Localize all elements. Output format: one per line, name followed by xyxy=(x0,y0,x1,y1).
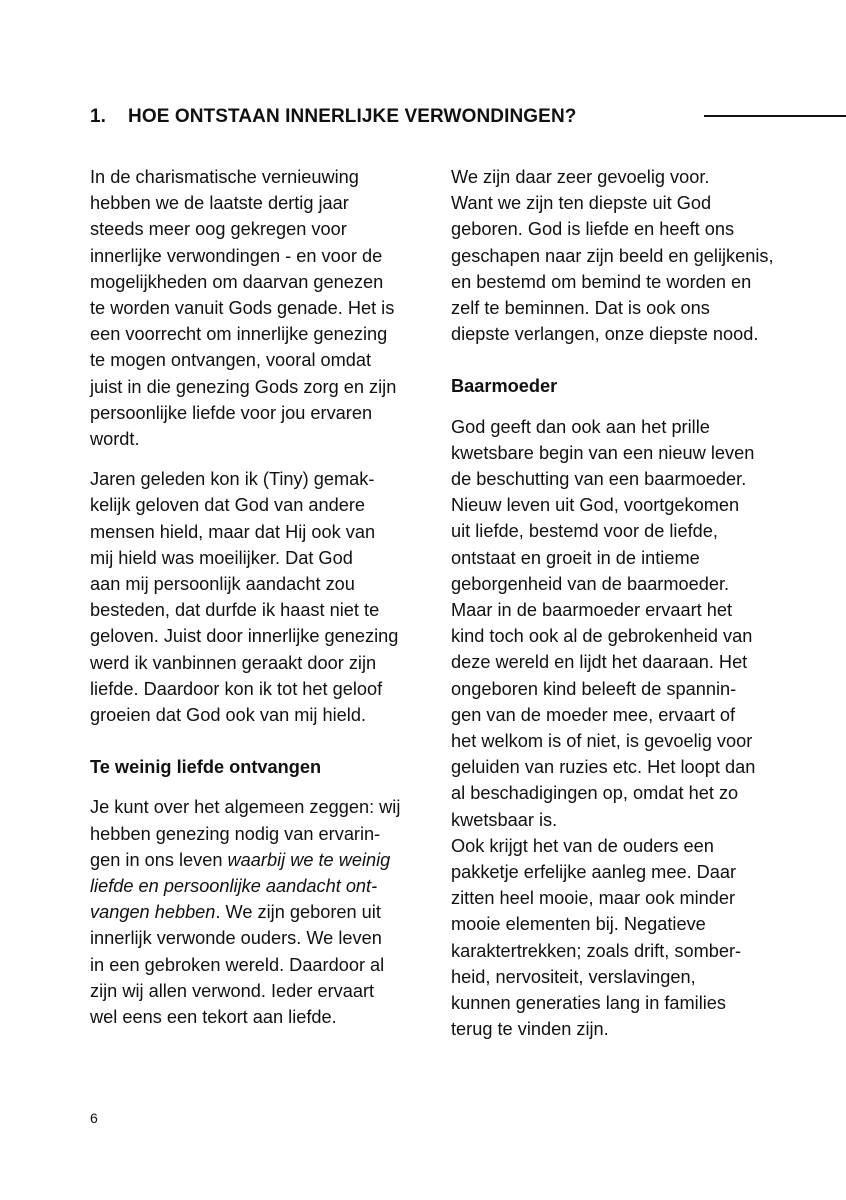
text-line: terug te vinden zijn. xyxy=(451,1019,609,1040)
text-line: God geeft dan ook aan het prille xyxy=(451,416,710,437)
text-line: We zijn daar zeer gevoelig voor. xyxy=(451,167,710,187)
text-line: karaktertrekken; zoals drift, somber- xyxy=(451,940,742,961)
text-line: aan mij persoonlijk aandacht zou xyxy=(90,574,355,595)
text-line: juist in die genezing Gods zorg en zijn xyxy=(90,376,397,397)
text-line: persoonlijke liefde voor jou ervaren xyxy=(90,402,373,423)
text-line: innerlijk verwonde ouders. We leven xyxy=(90,928,382,949)
text-line: liefde. Daardoor kon ik tot het geloof xyxy=(90,678,383,699)
text-line: geschapen naar zijn beeld en gelijkenis, xyxy=(451,245,774,266)
text-line: pakketje erfelijke aanleg mee. Daar xyxy=(451,862,737,883)
italic-run: waarbij we te weinig xyxy=(227,849,391,870)
text-line: geloven. Juist door innerlijke genezing xyxy=(90,626,399,647)
paragraph-baarmoeder xyxy=(451,414,796,1043)
text-line: kwetsbaar is. xyxy=(451,809,558,830)
text-line: deze wereld en lijdt het daaraan. Het xyxy=(451,652,748,673)
page-number: 6 xyxy=(90,1110,98,1126)
chapter-title: HOE ONTSTAAN INNERLIJKE VERWONDINGEN? xyxy=(128,106,577,127)
text-line: groeien dat God ook van mij hield. xyxy=(90,705,367,726)
text-line: te worden vanuit Gods genade. Het is xyxy=(90,298,395,319)
text-line: kwetsbare begin van een nieuw leven xyxy=(451,442,755,463)
text-line: de beschutting van een baarmoeder. xyxy=(451,469,747,490)
text-line: zelf te beminnen. Dat is ook ons xyxy=(451,298,710,319)
text-line: in een gebroken wereld. Daardoor al xyxy=(90,954,385,975)
text-line: uit liefde, bestemd voor de liefde, xyxy=(451,521,718,542)
text-line: kunnen generaties lang in families xyxy=(451,993,727,1014)
italic-run: vangen hebben xyxy=(90,902,216,923)
text-line: liefde en persoonlijke aandacht ont- xyxy=(90,876,378,897)
left-column xyxy=(90,164,425,1044)
text-line: Want we zijn ten diepste uit God xyxy=(451,193,712,214)
text-line: het welkom is of niet, is gevoelig voor xyxy=(451,731,753,752)
text-line: ongeboren kind beleeft de spannin- xyxy=(451,678,737,699)
text-line: ontstaat en groeit in de intieme xyxy=(451,547,700,568)
text-line: zitten heel mooie, maar ook minder xyxy=(451,888,736,909)
text-line: Ook krijgt het van de ouders een xyxy=(451,835,714,856)
heading-rule xyxy=(704,115,846,117)
text-line: al beschadigingen op, omdat het zo xyxy=(451,783,739,804)
text-line: geboren. God is liefde en heeft ons xyxy=(451,219,735,240)
text-line: zijn wij allen verwond. Ieder ervaart xyxy=(90,980,375,1001)
text-line: gen van de moeder mee, ervaart of xyxy=(451,704,736,725)
text-line: hebben genezing nodig van ervarin- xyxy=(90,823,381,844)
text-line xyxy=(90,899,425,925)
text-line: een voorrecht om innerlijke genezing xyxy=(90,324,388,345)
text-line: mooie elementen bij. Negatieve xyxy=(451,914,706,935)
text-run: gen in ons leven xyxy=(90,849,228,870)
text-line: te mogen ontvangen, vooral omdat xyxy=(90,350,372,371)
text-line: mensen hield, maar dat Hij ook van xyxy=(90,521,376,542)
text-line: en bestemd om bemind te worden en xyxy=(451,271,752,292)
paragraph-intro xyxy=(90,164,425,452)
subheading-baarmoeder: Baarmoeder xyxy=(451,376,558,397)
text-line: mij hield was moeilijker. Dat God xyxy=(90,547,353,568)
text-line: heid, nervositeit, verslavingen, xyxy=(451,966,696,987)
text-line: innerlijke verwondingen - en voor de xyxy=(90,245,383,266)
text-run: . We zijn geboren uit xyxy=(215,902,381,923)
text-line: besteden, dat durfde ik haast niet te xyxy=(90,600,380,621)
text-line: hebben we de laatste dertig jaar xyxy=(90,193,349,214)
text-line: geluiden van ruzies etc. Het loopt dan xyxy=(451,757,756,778)
text-line xyxy=(90,847,425,873)
text-line: kind toch ook al de gebrokenheid van xyxy=(451,626,753,647)
text-line: Je kunt over het algemeen zeggen: wij xyxy=(90,797,401,818)
text-line: wordt. xyxy=(90,429,140,450)
chapter-heading xyxy=(90,102,780,132)
paragraph-gevoelig xyxy=(451,164,796,347)
paragraph-tiny xyxy=(90,466,425,728)
chapter-number: 1. xyxy=(90,106,106,127)
text-line: steeds meer oog gekregen voor xyxy=(90,219,347,240)
text-line: diepste verlangen, onze diepste nood. xyxy=(451,324,759,345)
text-line: Maar in de baarmoeder ervaart het xyxy=(451,600,733,621)
text-line: mogelijkheden om daarvan genezen xyxy=(90,271,384,292)
text-line: Nieuw leven uit God, voortgekomen xyxy=(451,495,740,516)
text-line: geborgenheid van de baarmoeder. xyxy=(451,573,730,594)
text-line: In de charismatische vernieuwing xyxy=(90,167,359,187)
right-column xyxy=(451,164,796,1057)
subheading-te-weinig-liefde: Te weinig liefde ontvangen xyxy=(90,757,322,778)
text-line: kelijk geloven dat God van andere xyxy=(90,495,366,516)
paragraph-te-weinig-liefde xyxy=(90,794,425,1030)
text-line: Jaren geleden kon ik (Tiny) gemak- xyxy=(90,469,375,490)
text-line: werd ik vanbinnen geraakt door zijn xyxy=(90,652,377,673)
text-line: wel eens een tekort aan liefde. xyxy=(90,1007,337,1028)
